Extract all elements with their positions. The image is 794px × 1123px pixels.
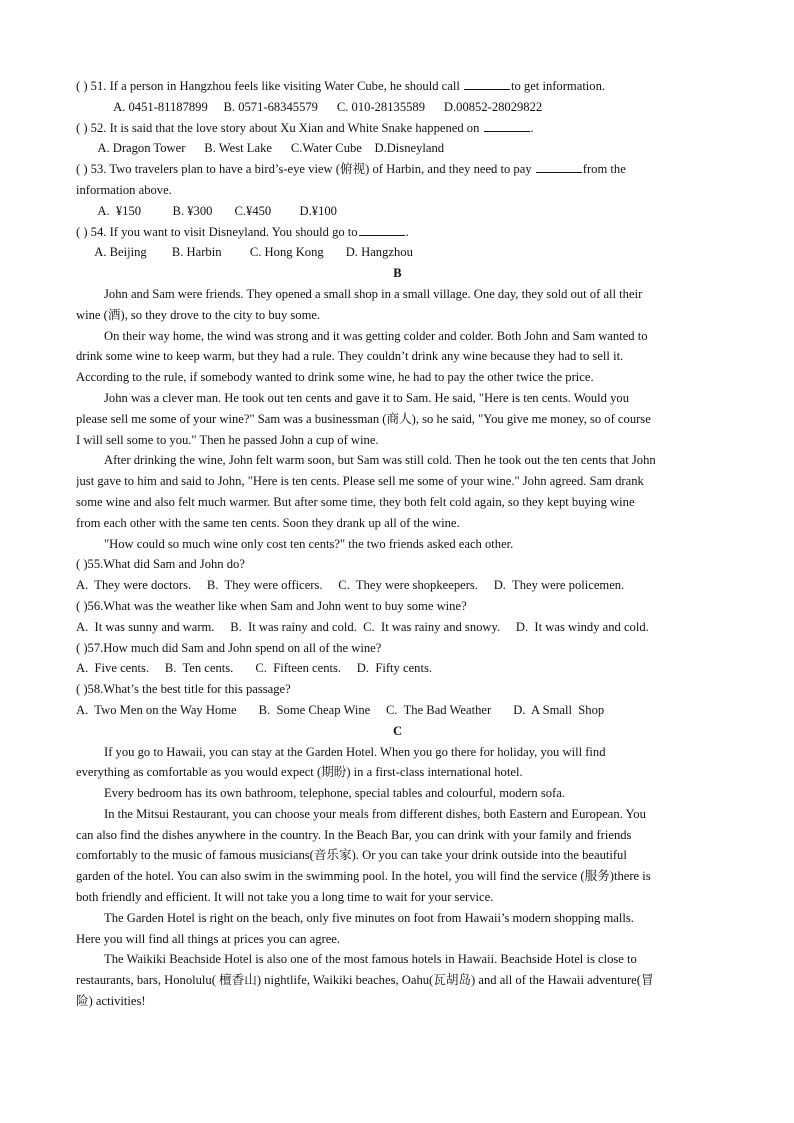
question-55: ( )55.What did Sam and John do? <box>76 557 245 572</box>
passage-c-line: The Waikiki Beachside Hotel is also one of the most famous hotels in Hawaii. Beachside Hotel is close to <box>104 952 637 967</box>
question-53-cont: information above. <box>76 182 172 197</box>
section-c-heading: C <box>392 723 403 738</box>
passage-b-line: just gave to him and said to John, "Here is ten cents. Please sell me some of your wine." John agreed. Sam drank <box>76 474 644 489</box>
passage-b-line: some wine and also felt much warmer. But after some time, they both felt cold again, so they kept buying wine <box>76 494 635 509</box>
answer-blank <box>484 119 530 132</box>
question-56-options: A. It was sunny and warm. B. It was rainy and cold. C. It was rainy and snowy. D. It was windy and cold. <box>76 619 649 634</box>
question-52: ( ) 52. It is said that the love story about Xu Xian and White Snake happened on . <box>76 120 534 135</box>
passage-c-line: comfortably to the music of famous musicians(音乐家). Or you can take your drink outside into the beautiful <box>76 848 627 863</box>
exam-page <box>76 76 719 1012</box>
passage-c-line: If you go to Hawaii, you can stay at the Garden Hotel. When you go there for holiday, you will find <box>104 744 606 759</box>
question-54: ( ) 54. If you want to visit Disneyland. You should go to . <box>76 224 409 239</box>
passage-b-line: I will sell some to you." Then he passed John a cup of wine. <box>76 432 379 447</box>
passage-c-line: In the Mitsui Restaurant, you can choose your meals from different dishes, both Eastern and European. You <box>104 806 646 821</box>
passage-c-line: can also find the dishes anywhere in the country. In the Beach Bar, you can drink with your family and friends <box>76 827 632 842</box>
question-58-options: A. Two Men on the Way Home B. Some Cheap Wine C. The Bad Weather D. A Small Shop <box>76 702 605 717</box>
passage-c-line: Every bedroom has its own bathroom, telephone, special tables and colourful, modern sofa. <box>104 786 565 801</box>
answer-blank <box>536 160 582 173</box>
question-52-options: A. Dragon Tower B. West Lake C.Water Cube D.Disneyland <box>76 141 445 156</box>
passage-c-line: everything as comfortable as you would expect (期盼) in a first-class international hotel. <box>76 765 523 780</box>
question-55-options: A. They were doctors. B. They were officers. C. They were shopkeepers. D. They were policemen. <box>76 578 625 593</box>
passage-b-line: drink some wine to keep warm, but they had a rule. They couldn’t drink any wine because they had to sell it. <box>76 349 624 364</box>
section-b-heading: B <box>393 266 402 281</box>
passage-b-line: According to the rule, if somebody wanted to drink some wine, he had to pay the other twice the price. <box>76 370 594 385</box>
passage-c-line: Here you will find all things at prices you can agree. <box>76 931 341 946</box>
passage-c-line: The Garden Hotel is right on the beach, only five minutes on foot from Hawaii’s modern shopping malls. <box>104 910 634 925</box>
passage-b-line: After drinking the wine, John felt warm soon, but Sam was still cold. Then he took out the ten cents that John <box>104 453 656 468</box>
passage-b-line: from each other with the same ten cents. Soon they drank up all of the wine. <box>76 515 460 530</box>
passage-c-line: both friendly and efficient. It will not take you a long time to wait for your service. <box>76 890 494 905</box>
passage-b-line: wine (酒), so they drove to the city to buy some. <box>76 307 321 322</box>
passage-b-line: John was a clever man. He took out ten cents and gave it to Sam. He said, "Here is ten cents. Would you <box>104 390 630 405</box>
passage-c-line: 险) activities! <box>76 994 146 1009</box>
passage-c-line: garden of the hotel. You can also swim in the swimming pool. In the hotel, you will find the service (服务)there is <box>76 869 651 884</box>
passage-b-line: On their way home, the wind was strong and it was getting colder and colder. Both John and Sam wanted to <box>104 328 648 343</box>
question-54-options: A. Beijing B. Harbin C. Hong Kong D. Hangzhou <box>76 245 413 260</box>
question-57-options: A. Five cents. B. Ten cents. C. Fifteen cents. D. Fifty cents. <box>76 661 433 676</box>
question-53-options: A. ¥150 B. ¥300 C.¥450 D.¥100 <box>76 203 337 218</box>
passage-b-line: John and Sam were friends. They opened a small shop in a small village. One day, they sold out of all their <box>104 286 643 301</box>
passage-b-line: "How could so much wine only cost ten cents?" the two friends asked each other. <box>104 536 514 551</box>
question-51-options: A. 0451-81187899 B. 0571-68345579 C. 010-28135589 D.00852-28029822 <box>76 99 543 114</box>
question-53: ( ) 53. Two travelers plan to have a bird’s-eye view (俯视) of Harbin, and they need to pay from the <box>76 162 626 177</box>
answer-blank <box>359 223 405 236</box>
question-51: ( ) 51. If a person in Hangzhou feels like visiting Water Cube, he should call to get information. <box>76 79 606 93</box>
passage-c-line: restaurants, bars, Honolulu( 檀香山) nightlife, Waikiki beaches, Oahu(瓦胡岛) and all of the Hawaii adventure(冒 <box>76 973 654 988</box>
passage-b-line: please sell me some of your wine?" Sam was a businessman (商人), so he said, "You give me money, so of course <box>76 411 651 426</box>
question-56: ( )56.What was the weather like when Sam and John went to buy some wine? <box>76 598 467 613</box>
answer-blank <box>464 77 510 90</box>
question-58: ( )58.What’s the best title for this passage? <box>76 682 291 697</box>
question-57: ( )57.How much did Sam and John spend on all of the wine? <box>76 640 382 655</box>
